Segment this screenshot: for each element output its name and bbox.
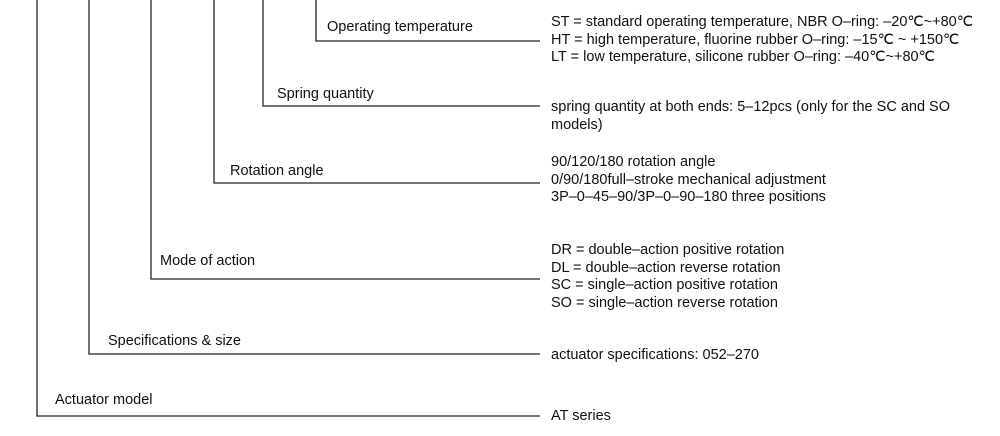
options-specifications-size (551, 347, 759, 365)
option-st: ST = standard operating temperature, NBR O–ring: –20℃~+80℃ (551, 14, 974, 30)
connector-mode-of-action (151, 0, 540, 279)
label-mode-of-action: Mode of action (160, 253, 256, 269)
label-rotation-angle: Rotation angle (230, 163, 324, 179)
option-specifications: actuator specifications: 052–270 (551, 347, 759, 363)
options-mode-of-action (551, 242, 784, 312)
option-dr: DR = double–action positive rotation (551, 242, 785, 258)
option-ht: HT = high temperature, fluorine rubber O–ring: –15℃ ~ +150℃ (551, 31, 960, 48)
option-at-series: AT series (551, 408, 611, 424)
option-so: SO = single–action reverse rotation (551, 294, 778, 311)
option-spring-line-2: models) (551, 116, 603, 133)
option-three-positions: 3P–0–45–90/3P–0–90–180 three positions (551, 189, 826, 205)
option-spring-line-1: spring quantity at both ends: 5–12pcs (only for the SC and SO (551, 99, 950, 115)
options-actuator-model (551, 408, 611, 426)
option-sc: SC = single–action positive rotation (551, 277, 778, 293)
options-rotation-angle (551, 154, 826, 207)
label-actuator-model: Actuator model (55, 392, 153, 408)
options-operating-temperature (551, 14, 973, 67)
option-lt: LT = low temperature, silicone rubber O–ring: –40℃~+80℃ (551, 49, 935, 65)
label-specifications-size: Specifications & size (108, 333, 241, 349)
option-dl: DL = double–action reverse rotation (551, 259, 781, 276)
label-spring-quantity: Spring quantity (277, 86, 374, 102)
label-operating-temperature: Operating temperature (327, 19, 473, 35)
option-full-stroke: 0/90/180full–stroke mechanical adjustment (551, 171, 826, 188)
option-rotation-angle: 90/120/180 rotation angle (551, 154, 716, 170)
options-spring-quantity (551, 99, 950, 134)
